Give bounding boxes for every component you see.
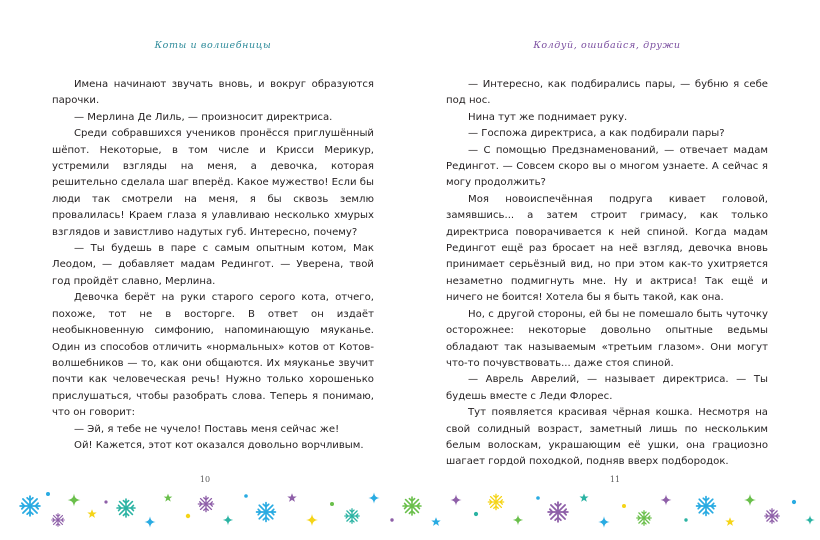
paragraph: — С помощью Предзнаменований, — отвечает мадам Редингот. — Совсем скоро вы о многом узнаете. А сейчас я могу продолжить? <box>446 144 768 189</box>
paragraph: Но, с другой стороны, ей бы не помешало быть чуточку осторожнее: некоторые довольно опытные ведьмы обладают так называемым «третьим глазом». Они могут что-то почувствовать... даже стоя спиной. <box>446 308 768 369</box>
paragraph: Нина тут же поднимает руку. <box>468 111 628 123</box>
paragraph: — Эй, я тебе не чучело! Поставь меня сейчас же! <box>74 423 340 435</box>
paragraph: Моя новоиспечённая подруга кивает головой, замявшись... а затем строит гримасу, как только директриса поворачивается к ней спиной. Когда мадам Редингот ещё раз бросает на неё взгляд, девочка вновь принимает серьёзный вид, но при этом как-то ухитряется незаметно подмигнуть мне. Ну и актриса! Так ещё и ничего не боится! Хотела бы я быть такой, как она. <box>446 193 768 304</box>
body-text-right <box>446 77 768 471</box>
body-text-left <box>52 77 374 454</box>
paragraph: — Госпожа директриса, а как подбирали пары? <box>468 128 725 140</box>
paragraph: — Мерлина Де Лиль, — произносит директриса. <box>74 111 333 123</box>
page-number-right: 11 <box>609 475 621 484</box>
ornament-band <box>0 476 820 540</box>
paragraph: Среди собравшихся учеников пронёсся приглушённый шёпот. Некоторые, в том числе и Крисси Мерикур, устремили взгляды на меня, а девочка, которая решительно сделала шаг вперёд. Какое мужество! Если бы люди так смотрели на меня, я бы сквозь землю провалилась! Краем глаза я улавливаю несколько хмурых взглядов и завистливо надутых губ. Интересно, почему? <box>52 128 374 238</box>
ornament-svg <box>0 476 820 540</box>
paragraph: Имена начинают звучать вновь, и вокруг образуются парочки. <box>52 79 374 107</box>
paragraph: — Ты будешь в паре с самым опытным котом, Мак Леодом, — добавляет мадам Редингот. — Уверена, твой год пройдёт славно, Мерлина. <box>52 243 374 287</box>
paragraph: Ой! Кажется, этот кот оказался довольно ворчливым. <box>74 439 364 451</box>
paragraph: — Аврель Аврелий, — называет директриса. — Ты будешь вместе с Леди Флорес. <box>446 374 768 402</box>
running-head-right: Колдуй, ошибайся, дружи <box>533 40 681 51</box>
paragraph: — Интересно, как подбирались пары, — бубню я себе под нос. <box>446 79 768 107</box>
page-right <box>410 0 820 540</box>
running-head-left: Коты и волшебницы <box>154 40 272 51</box>
paragraph: Тут появляется красивая чёрная кошка. Несмотря на свой солидный возраст, заметный лишь по нескольким белым волоскам, украшающим её ушки, она грациозно шагает гордой походкой, подняв вверх подбородок. <box>446 407 768 468</box>
page-number-left: 10 <box>199 475 211 484</box>
paragraph: Девочка берёт на руки старого серого кота, отчего, похоже, тот не в восторге. В ответ он издаёт необыкновенную симфонию, напоминающую мяуканье. Один из способов отличить «нормальных» котов от Котов-волшебников — то, как они общаются. Их мяуканье звучит почти как человеческая речь! Нужно только хорошенько прислушаться, чтобы разобрать слова. Теперь я понимаю, что он говорит: <box>52 292 374 419</box>
